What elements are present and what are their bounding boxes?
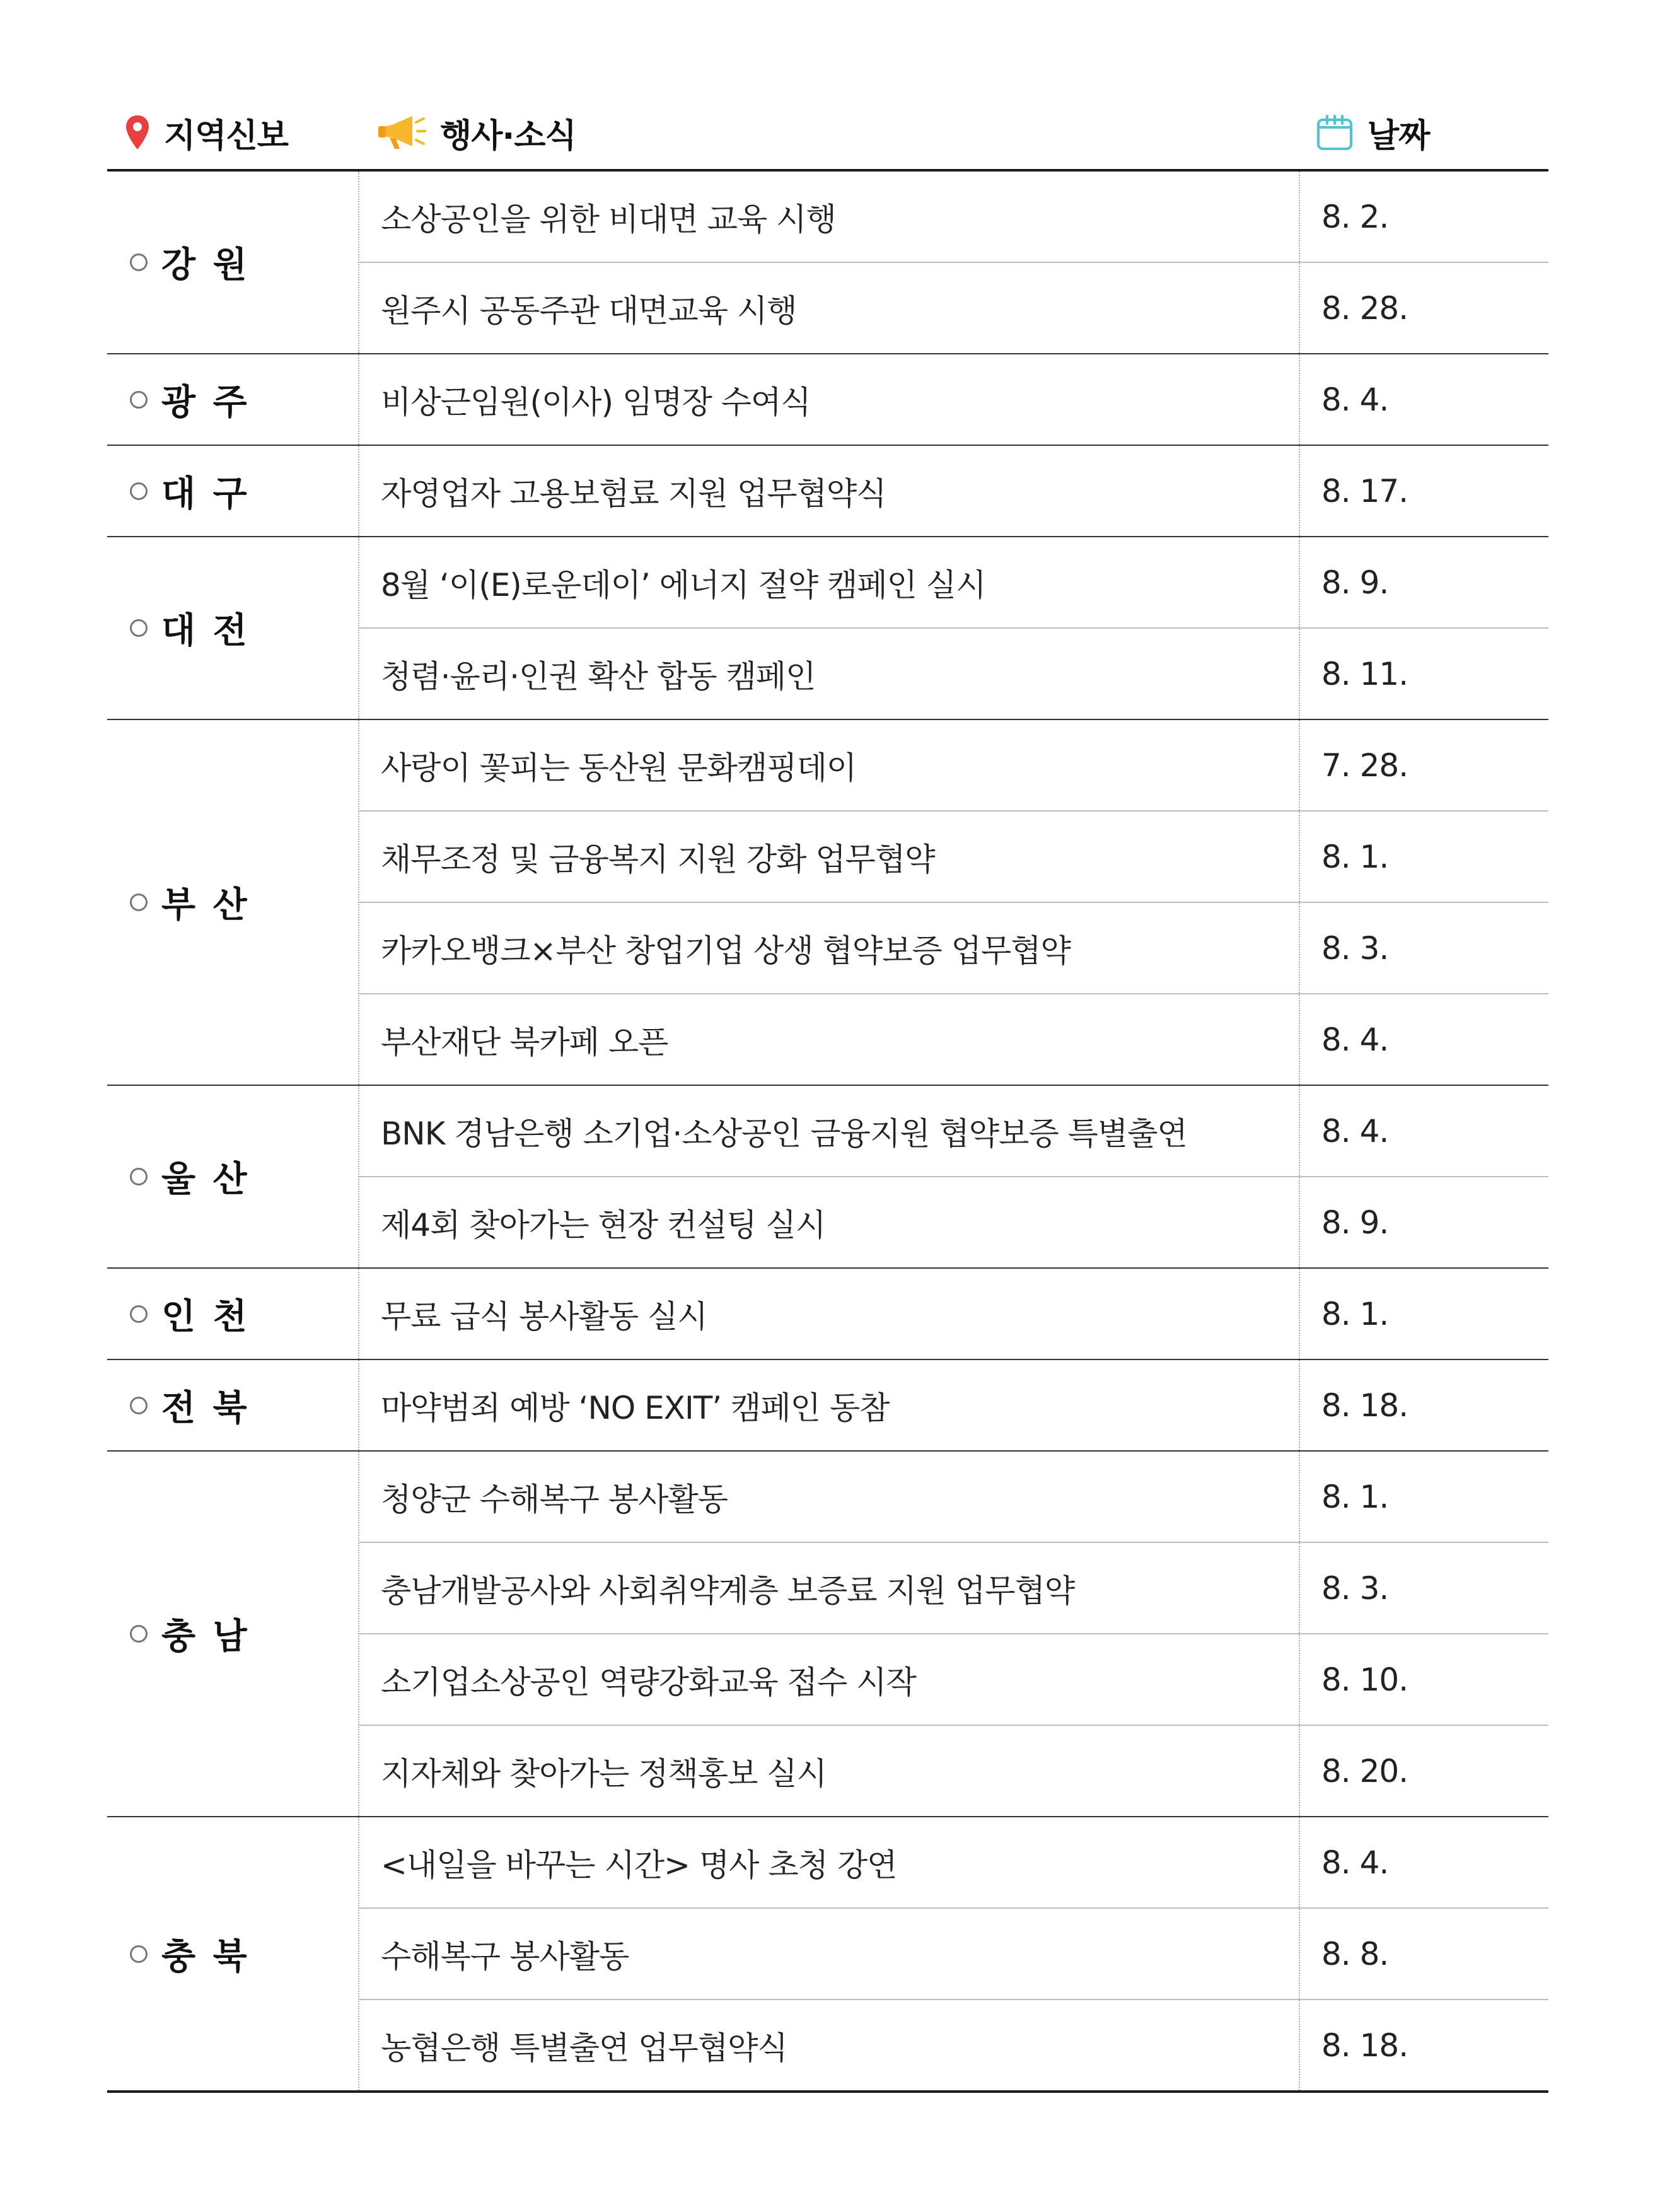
table-row bbox=[359, 994, 1548, 1085]
event-date: 8. 28. bbox=[1321, 289, 1408, 327]
event-rows bbox=[358, 1360, 1548, 1450]
region-cell bbox=[107, 1360, 358, 1450]
event-rows bbox=[358, 354, 1548, 445]
event-rows bbox=[358, 1086, 1548, 1267]
event-date: 8. 8. bbox=[1321, 1935, 1389, 1972]
event-date: 8. 20. bbox=[1321, 1752, 1408, 1790]
table-row bbox=[359, 1817, 1548, 1909]
event-date: 8. 9. bbox=[1321, 564, 1389, 601]
event-rows bbox=[358, 1452, 1548, 1816]
region-name: 충 북 bbox=[161, 1936, 250, 1977]
event-title: 비상근임원(이사) 임명장 수여식 bbox=[359, 354, 1300, 445]
event-title: 지자체와 찾아가는 정책홍보 실시 bbox=[359, 1726, 1300, 1816]
region-name: 강 원 bbox=[161, 245, 250, 286]
table-row bbox=[359, 1726, 1548, 1816]
event-title: 제4회 찾아가는 현장 컨설팅 실시 bbox=[359, 1177, 1300, 1267]
event-rows bbox=[358, 1817, 1548, 2090]
event-title: 청렴·윤리·인권 확산 합동 캠페인 bbox=[359, 629, 1300, 719]
event-title: BNK 경남은행 소기업·소상공인 금융지원 협약보증 특별출연 bbox=[359, 1086, 1300, 1176]
circle-bullet-icon bbox=[130, 1945, 148, 1963]
event-title: 무료 급식 봉사활동 실시 bbox=[359, 1269, 1300, 1359]
event-title: 부산재단 북카페 오픈 bbox=[359, 994, 1300, 1085]
table-row bbox=[359, 1086, 1548, 1177]
region-group bbox=[107, 1269, 1548, 1360]
event-title: 자영업자 고용보험료 지원 업무협약식 bbox=[359, 446, 1300, 536]
event-date: 8. 4. bbox=[1321, 1844, 1389, 1881]
table-row bbox=[359, 629, 1548, 719]
region-group bbox=[107, 354, 1548, 446]
circle-bullet-icon bbox=[130, 1168, 148, 1185]
table-row bbox=[359, 1177, 1548, 1267]
calendar-icon bbox=[1316, 114, 1354, 151]
region-cell bbox=[107, 1086, 358, 1267]
table-row bbox=[359, 1543, 1548, 1634]
region-name: 부 산 bbox=[161, 885, 250, 926]
event-title: 수해복구 봉사활동 bbox=[359, 1909, 1300, 1999]
region-cell bbox=[107, 1269, 358, 1359]
table-row bbox=[359, 1909, 1548, 2000]
news-table bbox=[107, 169, 1548, 2093]
table-row bbox=[359, 1269, 1548, 1359]
region-cell bbox=[107, 354, 358, 445]
circle-bullet-icon bbox=[130, 1305, 148, 1323]
event-rows bbox=[358, 537, 1548, 719]
megaphone-icon bbox=[376, 114, 426, 151]
circle-bullet-icon bbox=[130, 619, 148, 637]
event-title: 카카오뱅크×부산 창업기업 상생 협약보증 업무협약 bbox=[359, 903, 1300, 993]
region-name: 전 북 bbox=[161, 1387, 250, 1429]
region-group bbox=[107, 446, 1548, 537]
circle-bullet-icon bbox=[130, 482, 148, 500]
event-date: 8. 11. bbox=[1321, 655, 1408, 692]
event-date: 8. 1. bbox=[1321, 1295, 1389, 1332]
header-event bbox=[376, 95, 576, 170]
region-group bbox=[107, 537, 1548, 720]
region-cell bbox=[107, 720, 358, 1085]
event-rows bbox=[358, 1269, 1548, 1359]
region-name: 대 전 bbox=[161, 610, 250, 651]
table-row bbox=[359, 720, 1548, 812]
table-row bbox=[359, 172, 1548, 263]
circle-bullet-icon bbox=[130, 894, 148, 911]
table-row bbox=[359, 812, 1548, 903]
table-row bbox=[359, 903, 1548, 994]
event-title: 채무조정 및 금융복지 지원 강화 업무협약 bbox=[359, 812, 1300, 902]
map-pin-icon bbox=[125, 114, 150, 151]
region-group bbox=[107, 1817, 1548, 2090]
event-date: 8. 18. bbox=[1321, 2027, 1408, 2064]
header-event-label: 행사·소식 bbox=[440, 117, 576, 155]
event-date: 8. 1. bbox=[1321, 1478, 1389, 1515]
event-date: 8. 2. bbox=[1321, 198, 1389, 235]
table-row bbox=[359, 1452, 1548, 1543]
event-date: 8. 9. bbox=[1321, 1204, 1389, 1241]
header-date bbox=[1316, 95, 1429, 170]
region-name: 울 산 bbox=[161, 1159, 250, 1200]
circle-bullet-icon bbox=[130, 1625, 148, 1643]
event-date: 8. 4. bbox=[1321, 1021, 1389, 1058]
event-title: 소상공인을 위한 비대면 교육 시행 bbox=[359, 172, 1300, 262]
header-region bbox=[125, 95, 288, 170]
event-date: 8. 4. bbox=[1321, 381, 1389, 418]
region-name: 광 주 bbox=[161, 381, 250, 423]
region-group bbox=[107, 720, 1548, 1086]
event-date: 7. 28. bbox=[1321, 747, 1408, 784]
event-date: 8. 3. bbox=[1321, 1569, 1389, 1607]
event-title: <내일을 바꾸는 시간> 명사 초청 강연 bbox=[359, 1817, 1300, 1907]
event-title: 충남개발공사와 사회취약계층 보증료 지원 업무협약 bbox=[359, 1543, 1300, 1633]
event-rows bbox=[358, 446, 1548, 536]
region-cell bbox=[107, 172, 358, 353]
event-date: 8. 4. bbox=[1321, 1112, 1389, 1150]
event-date: 8. 1. bbox=[1321, 838, 1389, 875]
table-row bbox=[359, 2000, 1548, 2090]
table-row bbox=[359, 446, 1548, 536]
event-date: 8. 17. bbox=[1321, 472, 1408, 509]
table-row bbox=[359, 263, 1548, 353]
region-cell bbox=[107, 446, 358, 536]
region-group bbox=[107, 1452, 1548, 1817]
event-title: 사랑이 꽃피는 동산원 문화캠핑데이 bbox=[359, 720, 1300, 810]
table-row bbox=[359, 1360, 1548, 1450]
event-title: 원주시 공동주관 대면교육 시행 bbox=[359, 263, 1300, 353]
event-title: 청양군 수해복구 봉사활동 bbox=[359, 1452, 1300, 1542]
header-date-label: 날짜 bbox=[1367, 117, 1430, 155]
event-title: 8월 ‘이(E)로운데이’ 에너지 절약 캠페인 실시 bbox=[359, 537, 1300, 627]
region-cell bbox=[107, 1452, 358, 1816]
region-name: 충 남 bbox=[161, 1616, 250, 1657]
circle-bullet-icon bbox=[130, 1397, 148, 1414]
region-name: 대 구 bbox=[161, 473, 250, 515]
event-date: 8. 3. bbox=[1321, 929, 1389, 967]
region-group bbox=[107, 1086, 1548, 1269]
event-title: 마약범죄 예방 ‘NO EXIT’ 캠페인 동참 bbox=[359, 1360, 1300, 1450]
region-group bbox=[107, 1360, 1548, 1452]
event-date: 8. 18. bbox=[1321, 1387, 1408, 1424]
event-rows bbox=[358, 720, 1548, 1085]
table-row bbox=[359, 537, 1548, 629]
region-cell bbox=[107, 537, 358, 719]
event-title: 농협은행 특별출연 업무협약식 bbox=[359, 2000, 1300, 2090]
table-header bbox=[107, 95, 1548, 170]
region-group bbox=[107, 172, 1548, 354]
region-name: 인 천 bbox=[161, 1296, 250, 1337]
header-region-label: 지역신보 bbox=[164, 117, 288, 155]
event-rows bbox=[358, 172, 1548, 353]
circle-bullet-icon bbox=[130, 391, 148, 409]
table-row bbox=[359, 354, 1548, 445]
circle-bullet-icon bbox=[130, 253, 148, 271]
event-date: 8. 10. bbox=[1321, 1661, 1408, 1698]
event-title: 소기업소상공인 역량강화교육 접수 시작 bbox=[359, 1634, 1300, 1725]
region-cell bbox=[107, 1817, 358, 2090]
table-row bbox=[359, 1634, 1548, 1726]
